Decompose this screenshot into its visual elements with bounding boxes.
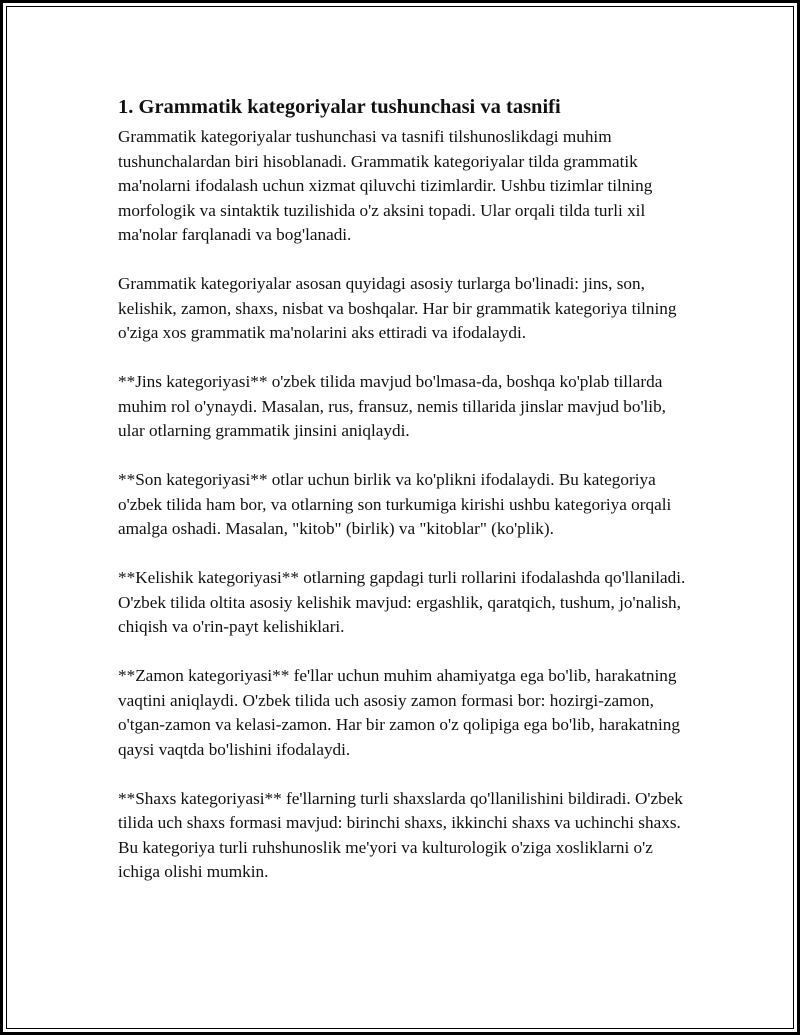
paragraph-types: Grammatik kategoriyalar asosan quyidagi asosiy turlarga bo'linadi: jins, son, kelishik, zamon, shaxs, nisbat va boshqalar. Har bir grammatik kategoriya tilning o'ziga xos grammatik ma'nolarini aks ettiradi va ifodalaydi. [118,274,677,342]
paragraph-person-category: **Shaxs kategoriyasi** fe'llarning turli shaxslarda qo'llanilishini bildiradi. O'zbek tilida uch shaxs formasi mavjud: birinchi shaxs, ikkinchi shaxs va uchinchi shaxs. Bu kategoriya turli ruhshunoslik me'yori va kulturologik o'ziga xosliklarni o'z ichiga olishi mumkin. [118,788,683,881]
section-heading: 1. Grammatik kategoriyalar tushunchasi va tasnifi [118,96,561,118]
paragraph-case-category: **Kelishik kategoriyasi** otlarning gapdagi turli rollarini ifodalashda qo'llaniladi. O'zbek tilida oltita asosiy kelishik mavjud: ergashlik, qaratqich, tushum, jo'nalish, chiqish va o'rin-payt kelishiklari. [118,568,686,636]
paragraph-number-category: **Son kategoriyasi** otlar uchun birlik va ko'plikni ifodalaydi. Bu kategoriya o'zbek tilida ham bor, va otlarning son turkumiga kirishi ushbu kategoriya orqali amalga oshadi. Masalan, "kitob" (birlik) va "kitoblar" (ko'plik). [118,470,672,538]
paragraph-gender-category: **Jins kategoriyasi** o'zbek tilida mavjud bo'lmasa-da, boshqa ko'plab tillarda muhim rol o'ynaydi. Masalan, rus, fransuz, nemis tillarida jinslar mavjud bo'lib, ular otlarning grammatik jinsini aniqlaydi. [118,372,666,440]
document-page [118,92,690,885]
paragraph-intro: Grammatik kategoriyalar tushunchasi va tasnifi tilshunoslikdagi muhim tushunchalardan biri hisoblanadi. Grammatik kategoriyalar tilda grammatik ma'nolarni ifodalash uchun xizmat qiluvchi tizimlardir. Ushbu tizimlar tilning morfologik va sintaktik tuzilishida o'z aksini topadi. Ular orqali tilda turli xil ma'nolar farqlanadi va bog'lanadi. [118,127,653,244]
paragraph-tense-category: **Zamon kategoriyasi** fe'llar uchun muhim ahamiyatga ega bo'lib, harakatning vaqtini aniqlaydi. O'zbek tilida uch asosiy zamon formasi bor: hozirgi-zamon, o'tgan-zamon va kelasi-zamon. Har bir zamon o'z qolipiga ega bo'lib, harakatning qaysi vaqtda bo'lishini ifodalaydi. [118,666,680,759]
